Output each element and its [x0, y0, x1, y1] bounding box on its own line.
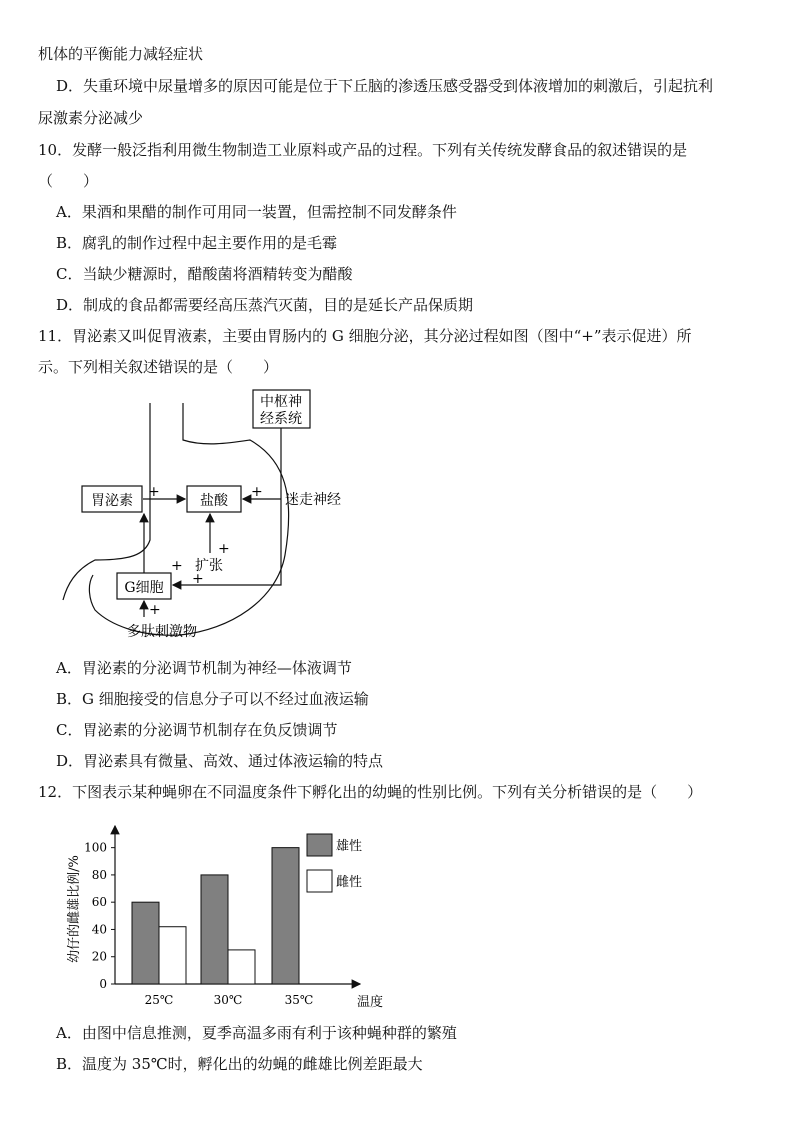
question-11-cont: 示。下列相关叙述错误的是（ ）: [38, 358, 279, 376]
vagus-label: 迷走神经: [285, 492, 341, 508]
y-tick-label: 0: [99, 977, 107, 991]
bar-female: [159, 927, 186, 984]
y-tick-label: 80: [91, 867, 107, 882]
text-line: 机体的平衡能力减轻症状: [38, 45, 204, 63]
legend-swatch: [307, 870, 332, 892]
question-11: 11．胃泌素又叫促胃液素，主要由胃肠内的 G 细胞分泌，其分泌过程如图（图中“+”表示促进）所: [38, 327, 692, 345]
plus-sign: +: [192, 571, 204, 587]
y-tick-label: 40: [91, 922, 107, 937]
gcell-label: G细胞: [124, 580, 164, 596]
plus-sign: +: [251, 484, 263, 500]
bar-male: [201, 875, 228, 984]
q10-option-a: A．果酒和果醋的制作可用同一装置，但需控制不同发酵条件: [56, 203, 457, 221]
expand-label: 扩张: [195, 558, 223, 574]
legend-label: 雄性: [336, 839, 363, 854]
q10-option-b: B．腐乳的制作过程中起主要作用的是毛霉: [56, 234, 338, 252]
q12-option-a: A．由图中信息推测，夏季高温多雨有利于该种蝇种群的繁殖: [56, 1024, 457, 1042]
plus-sign: +: [171, 558, 183, 574]
question-10-bracket: （ ）: [38, 172, 99, 190]
peptide-label: 多肽刺激物: [127, 624, 197, 640]
bar-male: [272, 848, 299, 984]
x-axis-label: 温度: [357, 995, 384, 1010]
text-line: 尿激素分泌减少: [38, 109, 144, 127]
y-axis-label: 幼仔的雌雄比例/%: [67, 855, 82, 963]
gastrin-label: 胃泌素: [91, 493, 133, 509]
gastrin-diagram: [55, 385, 365, 640]
legend-swatch: [307, 834, 332, 856]
sex-ratio-chart: [60, 822, 384, 1012]
q10-option-c: C．当缺少糖源时，醋酸菌将酒精转变为醋酸: [56, 265, 353, 283]
x-tick-label: 30℃: [213, 993, 243, 1007]
stomach-outline: [89, 403, 288, 635]
q11-option-b: B．G 细胞接受的信息分子可以不经过血液运输: [56, 690, 369, 708]
x-tick-label: 35℃: [284, 993, 314, 1007]
x-tick-label: 25℃: [144, 993, 174, 1007]
y-tick-label: 100: [84, 840, 107, 855]
plus-sign: +: [148, 484, 160, 500]
plus-sign: +: [149, 602, 161, 618]
bar-male: [132, 902, 159, 984]
bar-female: [228, 950, 255, 984]
q11-option-c: C．胃泌素的分泌调节机制存在负反馈调节: [56, 721, 338, 739]
y-tick-label: 60: [91, 895, 107, 910]
plus-sign: +: [218, 541, 230, 557]
cns-label-1: 中枢神: [260, 394, 302, 410]
y-tick-label: 20: [91, 949, 107, 964]
q10-option-d: D．制成的食品都需要经高压蒸汽灭菌，目的是延长产品保质期: [56, 296, 474, 314]
q11-option-a: A．胃泌素的分泌调节机制为神经—体液调节: [56, 659, 352, 677]
question-12: 12．下图表示某种蝇卵在不同温度条件下孵化出的幼蝇的性别比例。下列有关分析错误的是（ ）: [38, 783, 703, 801]
q12-option-b: B．温度为 35℃时，孵化出的幼蝇的雌雄比例差距最大: [56, 1055, 423, 1073]
acid-label: 盐酸: [200, 493, 228, 509]
option-d-prev: D．失重环境中尿量增多的原因可能是位于下丘脑的渗透压感受器受到体液增加的刺激后，引起抗利: [56, 77, 714, 95]
cns-label-2: 经系统: [260, 411, 302, 427]
q11-option-d: D．胃泌素具有微量、高效、通过体液运输的特点: [56, 752, 384, 770]
legend-label: 雌性: [336, 875, 363, 890]
question-10: 10．发酵一般泛指利用微生物制造工业原料或产品的过程。下列有关传统发酵食品的叙述错误的是: [38, 141, 688, 159]
